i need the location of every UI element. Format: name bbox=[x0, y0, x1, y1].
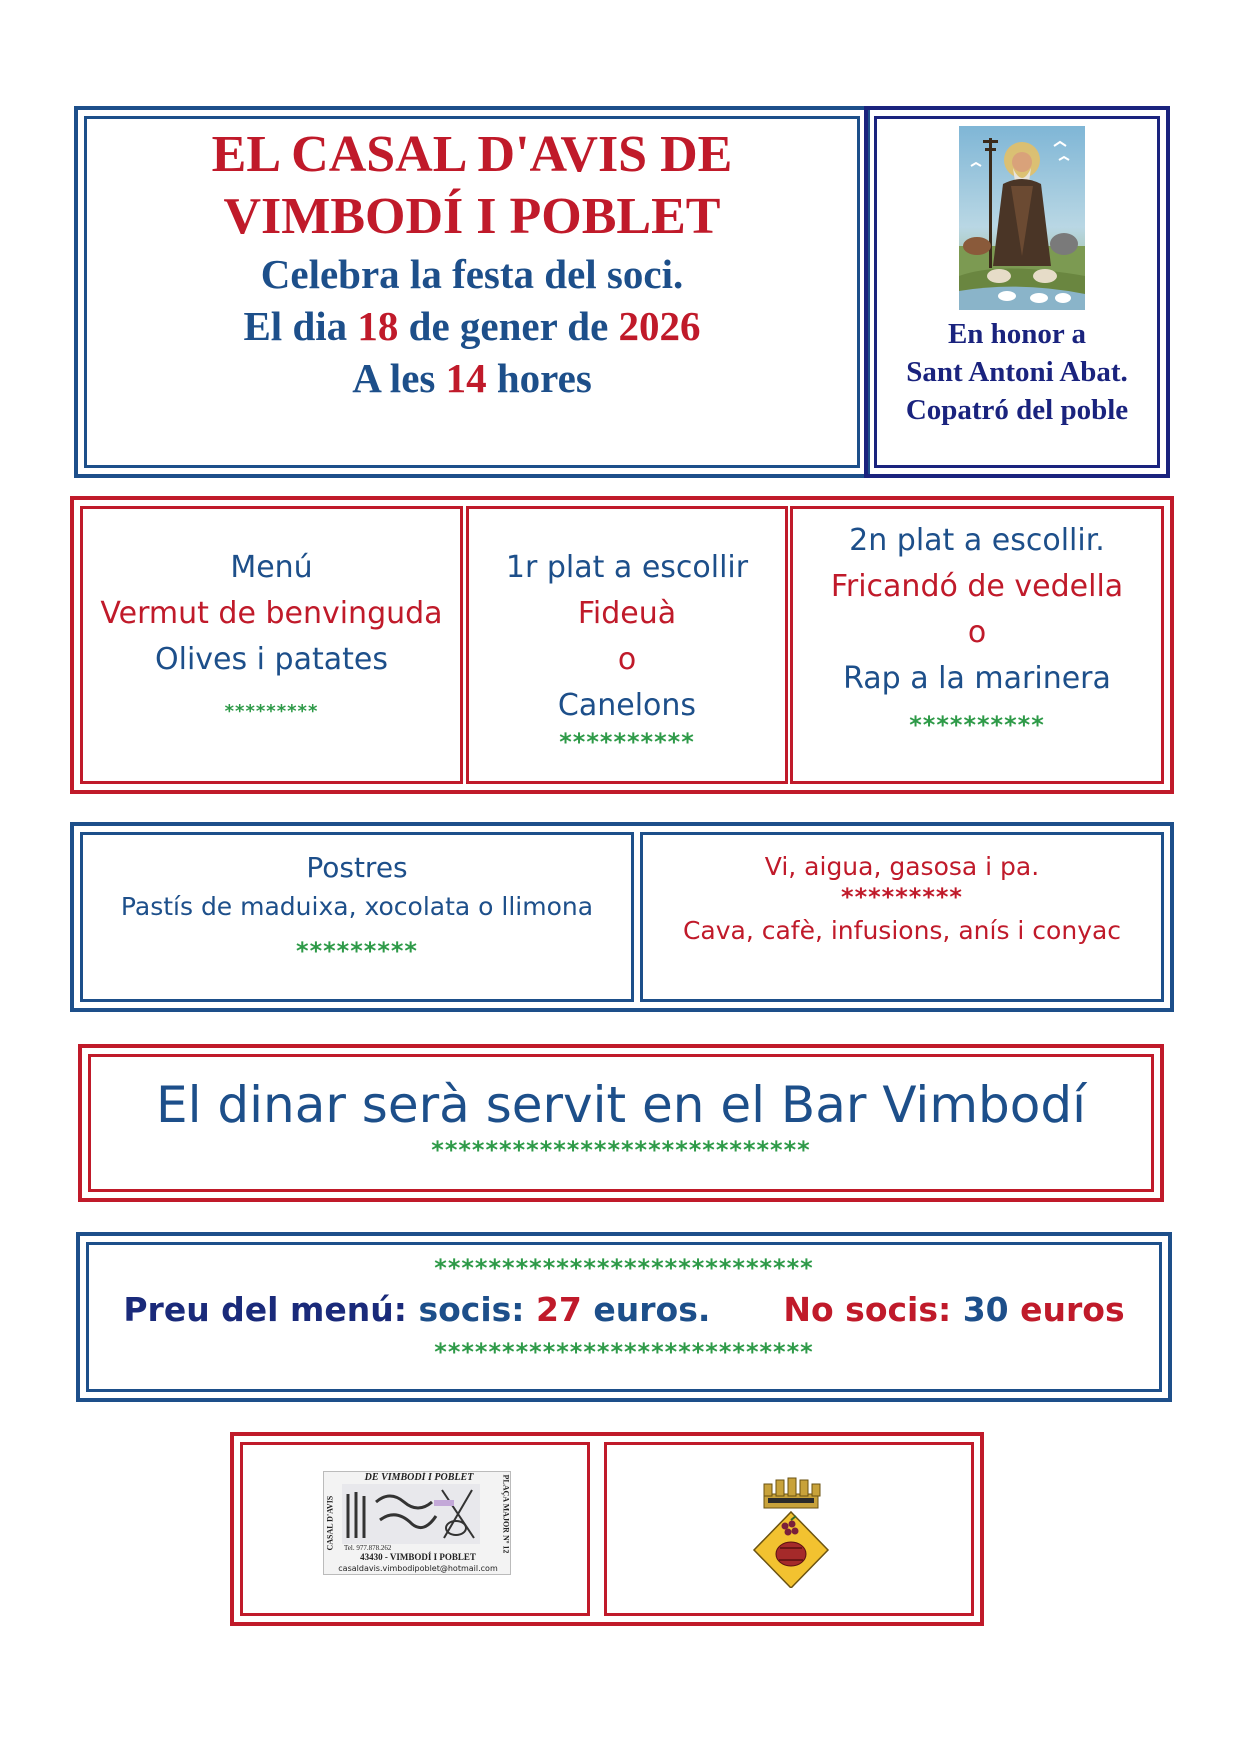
price-label: Preu del menú: bbox=[123, 1290, 407, 1329]
price-block bbox=[86, 1254, 1162, 1366]
second-course-option-1: Fricandó de vedella bbox=[830, 569, 1124, 604]
menu-col3 bbox=[790, 518, 1164, 740]
nonmembers-price: 30 bbox=[962, 1290, 1009, 1329]
menu-col2 bbox=[466, 545, 788, 755]
event-day: 18 bbox=[357, 303, 399, 349]
stamp-city: 43430 - VIMBODÍ I POBLET bbox=[360, 1552, 476, 1562]
event-hour: 14 bbox=[445, 355, 487, 401]
stamp-email: casaldavis.vimbodipoblet@hotmail.com bbox=[338, 1564, 498, 1573]
drinks-block bbox=[640, 848, 1164, 950]
first-course-or: o bbox=[617, 642, 637, 677]
dessert-stars: ********* bbox=[296, 937, 418, 965]
coat-of-arms-icon bbox=[752, 1474, 830, 1588]
event-date: El dia 18 de gener de 2026 bbox=[243, 303, 701, 349]
price-line bbox=[86, 1282, 1162, 1338]
venue-announcement: El dinar serà servit en el Bar Vimbodí bbox=[156, 1076, 1086, 1134]
stamp-top-text: DE VIMBODÍ I POBLET bbox=[364, 1472, 474, 1483]
first-course-option-1: Fideuà bbox=[577, 596, 677, 631]
honor-line1: En honor a bbox=[947, 318, 1087, 350]
stamp-phone: Tel. 977.878.262 bbox=[344, 1544, 392, 1552]
header-text-block bbox=[84, 124, 860, 404]
event-title-line2: VIMBODÍ I POBLET bbox=[223, 188, 721, 245]
first-course-option-2: Canelons bbox=[557, 688, 697, 723]
nonmembers-unit: euros bbox=[1020, 1290, 1125, 1329]
menu-col3-stars: ********** bbox=[909, 711, 1045, 739]
menu-heading: Menú bbox=[230, 550, 313, 585]
price-stars-bottom: **************************** bbox=[434, 1338, 814, 1366]
nonmembers-label: No socis: bbox=[783, 1290, 952, 1329]
honor-line2: Sant Antoni Abat. bbox=[906, 356, 1128, 388]
after-meal-text: Cava, cafè, infusions, anís i conyac bbox=[682, 916, 1122, 945]
menu-starter-1: Vermut de benvinguda bbox=[100, 596, 443, 631]
members-price: 27 bbox=[535, 1290, 582, 1329]
banner-block bbox=[88, 1074, 1154, 1164]
members-label: socis: bbox=[418, 1290, 525, 1329]
dessert-block bbox=[80, 848, 634, 966]
club-stamp bbox=[323, 1471, 511, 1575]
second-course-heading: 2n plat a escollir. bbox=[849, 523, 1105, 558]
event-subtitle: Celebra la festa del soci. bbox=[260, 251, 684, 297]
menu-col2-stars: ********** bbox=[559, 728, 695, 756]
event-title-line1: EL CASAL D'AVIS DE bbox=[211, 126, 733, 183]
honor-text-block bbox=[874, 315, 1160, 429]
banner-stars: **************************** bbox=[431, 1136, 811, 1164]
menu-col1-stars: ********* bbox=[224, 701, 319, 722]
honor-line3: Copatró del poble bbox=[905, 394, 1129, 426]
stamp-right-text: PLAÇA MAJOR Nº 12 bbox=[501, 1474, 511, 1554]
event-time: A les 14 hores bbox=[352, 355, 592, 401]
saint-anthony-image bbox=[959, 126, 1085, 310]
menu-starter-2: Olives i patates bbox=[155, 642, 388, 677]
price-stars-top: **************************** bbox=[434, 1254, 814, 1282]
drinks-text: Vi, aigua, gasosa i pa. bbox=[764, 852, 1040, 881]
members-unit: euros. bbox=[593, 1290, 711, 1329]
first-course-heading: 1r plat a escollir bbox=[505, 550, 749, 585]
dessert-options: Pastís de maduixa, xocolata o llimona bbox=[120, 892, 594, 921]
event-year: 2026 bbox=[618, 303, 701, 349]
stamp-left-text: CASAL D'AVIS bbox=[325, 1495, 335, 1551]
second-course-option-2: Rap a la marinera bbox=[843, 661, 1111, 696]
dessert-heading: Postres bbox=[306, 851, 408, 884]
drinks-stars: ********* bbox=[841, 883, 963, 911]
second-course-or: o bbox=[967, 615, 987, 650]
menu-col1 bbox=[80, 545, 463, 735]
